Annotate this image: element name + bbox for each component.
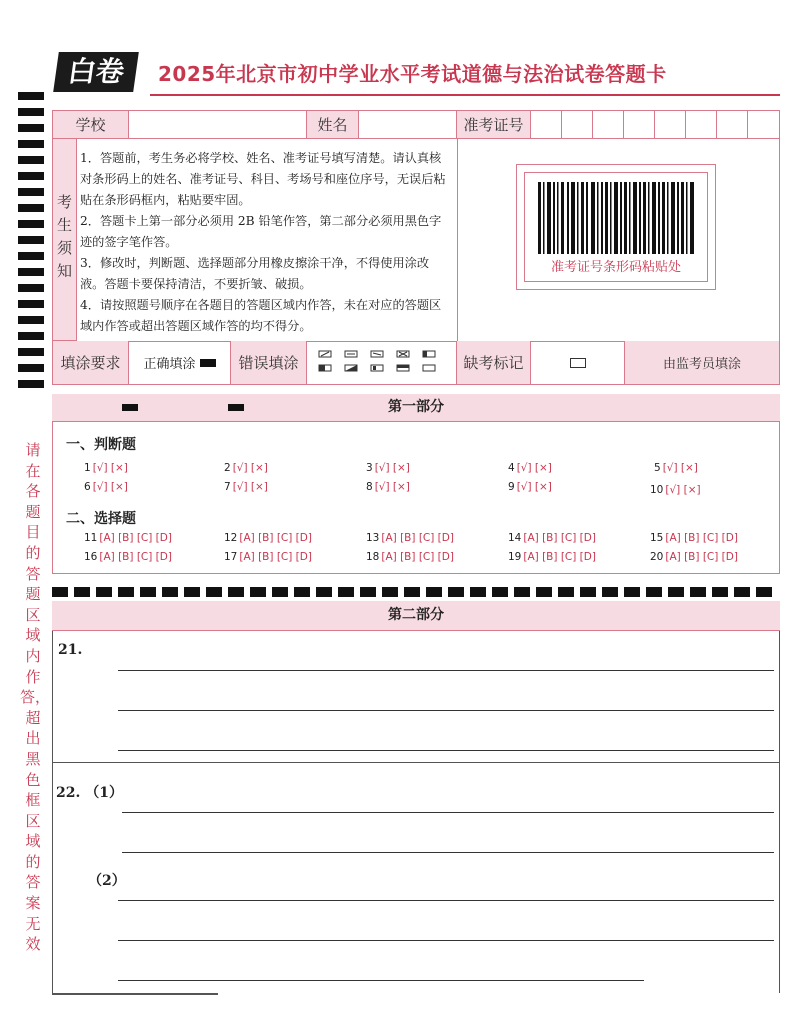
timing-mark — [18, 300, 44, 308]
paper-type-badge: 白卷 — [53, 52, 139, 92]
part-two-box — [52, 601, 780, 993]
correct-fill-label: 正确填涂 — [143, 357, 196, 372]
judge-question[interactable] — [508, 481, 552, 493]
notice-label: 考生须知 — [53, 139, 77, 341]
part-two-title: 第二部分 — [388, 607, 444, 623]
sheet-title: 2025年北京市初中学业水平考试道德与法治试卷答题卡 — [158, 62, 667, 86]
judge-question[interactable] — [650, 484, 701, 496]
judge-options[interactable]: [√] [×] — [232, 481, 268, 493]
notice-item: 1．答题前，考生务必将学校、姓名、准考证号填写清楚。请认真核对条形码上的姓名、准考证号、科目、考场号和座位序号，无误后粘贴在条形码框内，粘贴要牢固。 — [80, 151, 446, 207]
judge-options[interactable]: [√] [×] — [516, 481, 552, 493]
school-label: 学校 — [53, 111, 129, 139]
judge-options[interactable]: [√] [×] — [232, 462, 268, 474]
choice-options[interactable]: [A] [B] [C] [D] — [381, 551, 454, 563]
side-answer-notice: 请在各题目的答题区域内作答，超出黑色框区域的答案无效 — [20, 441, 51, 954]
timing-mark — [18, 92, 44, 100]
choice-question[interactable] — [224, 532, 312, 544]
exam-id-digit-box[interactable] — [593, 111, 624, 139]
part-two-header — [52, 601, 780, 631]
question-number: 4 — [508, 462, 515, 474]
timing-mark — [18, 284, 44, 292]
choice-options[interactable]: [A] [B] [C] [D] — [99, 532, 172, 544]
filled-mark-icon — [200, 359, 216, 367]
question-number: 3 — [366, 462, 373, 474]
judge-question[interactable] — [224, 462, 268, 474]
absent-mark-cell[interactable] — [531, 341, 625, 384]
judge-question[interactable] — [366, 481, 410, 493]
title-underline — [150, 94, 780, 96]
choice-options[interactable]: [A] [B] [C] [D] — [99, 551, 172, 563]
judge-question[interactable] — [654, 462, 698, 474]
choice-question[interactable] — [366, 551, 454, 563]
choice-question[interactable] — [366, 532, 454, 544]
choice-question[interactable] — [508, 532, 596, 544]
answer-line[interactable] — [118, 900, 774, 901]
question-divider — [52, 762, 780, 763]
timing-mark — [18, 172, 44, 180]
judge-options[interactable]: [√] [×] — [665, 484, 701, 496]
question-number: 10 — [650, 484, 664, 496]
timing-mark — [18, 380, 44, 388]
timing-mark — [18, 108, 44, 116]
judge-question[interactable] — [224, 481, 268, 493]
question-number: 14 — [508, 532, 522, 544]
exam-id-digit-box[interactable] — [748, 111, 779, 139]
question-number: 2 — [224, 462, 231, 474]
timing-bar — [52, 582, 780, 592]
question-number: 20 — [650, 551, 664, 563]
timing-mark — [18, 236, 44, 244]
absent-mark-label: 缺考标记 — [457, 341, 531, 384]
notice-item: 2．答题卡上第一部分必须用 2B 铅笔作答，第二部分必须用黑色字迹的签字笔作答。 — [80, 214, 442, 249]
exam-id-digit-box[interactable] — [531, 111, 562, 139]
proctor-fill-label: 由监考员填涂 — [625, 341, 779, 384]
question-22-2-number: （2） — [88, 873, 126, 889]
name-field[interactable] — [359, 111, 457, 139]
timing-mark — [18, 220, 44, 228]
notice-item: 4．请按照题号顺序在各题目的答题区域内作答，未在对应的答题区域内作答或超出答题区域作答的均不得分。 — [80, 298, 442, 333]
answer-line[interactable] — [118, 940, 774, 941]
question-number: 13 — [366, 532, 380, 544]
judge-options[interactable]: [√] [×] — [662, 462, 698, 474]
timing-bar-marks — [52, 587, 780, 597]
answer-line[interactable] — [118, 980, 644, 981]
part-one-header — [52, 394, 780, 422]
question-number: 1 — [84, 462, 91, 474]
question-number: 8 — [366, 481, 373, 493]
notice-item: 3．修改时，判断题、选择题部分用橡皮擦涂干净，不得使用涂改液。答题卡要保持清洁，不要折皱、破损。 — [80, 256, 430, 291]
choice-question[interactable] — [84, 551, 172, 563]
judge-options[interactable]: [√] [×] — [92, 462, 128, 474]
choice-options[interactable]: [A] [B] [C] [D] — [523, 532, 596, 544]
answer-line[interactable] — [118, 710, 774, 711]
timing-mark — [18, 348, 44, 356]
school-field[interactable] — [129, 111, 307, 139]
timing-mark — [18, 156, 44, 164]
question-number: 7 — [224, 481, 231, 493]
choice-question[interactable] — [84, 532, 172, 544]
absent-mark-box[interactable] — [570, 358, 586, 368]
choice-question[interactable] — [650, 551, 738, 563]
question-number: 19 — [508, 551, 522, 563]
notice-divider — [457, 139, 458, 341]
box-bottom-edge — [52, 993, 218, 995]
question-number: 15 — [650, 532, 664, 544]
choice-question[interactable] — [650, 532, 738, 544]
wrong-fill-examples — [307, 341, 457, 384]
question-number: 12 — [224, 532, 238, 544]
barcode-label: 准考证号条形码粘贴处 — [550, 260, 681, 275]
question-22-1-number: 22. （1） — [56, 785, 123, 801]
choice-question[interactable] — [508, 551, 596, 563]
question-number: 5 — [654, 462, 661, 474]
judge-question[interactable] — [508, 462, 552, 474]
question-number: 18 — [366, 551, 380, 563]
timing-mark — [18, 140, 44, 148]
timing-mark — [18, 252, 44, 260]
timing-mark — [18, 316, 44, 324]
exam-id-digit-box[interactable] — [686, 111, 717, 139]
question-number: 9 — [508, 481, 515, 493]
judge-options[interactable]: [√] [×] — [92, 481, 128, 493]
name-label: 姓名 — [307, 111, 359, 139]
correct-fill-cell — [129, 341, 231, 384]
answer-line[interactable] — [118, 670, 774, 671]
choice-question[interactable] — [224, 551, 312, 563]
exam-id-label: 准考证号 — [457, 111, 531, 139]
exam-id-digit-box[interactable] — [624, 111, 655, 139]
timing-mark — [18, 188, 44, 196]
fill-requirement-label: 填涂要求 — [53, 341, 129, 384]
question-21-number: 21. — [58, 642, 83, 658]
judge-question[interactable] — [84, 462, 128, 474]
judge-options[interactable]: [√] [×] — [374, 462, 410, 474]
choice-section-title: 二、选择题 — [66, 511, 136, 527]
timing-mark — [18, 204, 44, 212]
timing-mark — [18, 124, 44, 132]
timing-mark — [18, 364, 44, 372]
answer-line[interactable] — [122, 852, 774, 853]
choice-options[interactable]: [A] [B] [C] [D] — [381, 532, 454, 544]
wrong-fill-label: 错误填涂 — [231, 341, 307, 384]
exam-id-digit-box[interactable] — [655, 111, 686, 139]
question-number: 6 — [84, 481, 91, 493]
choice-options[interactable]: [A] [B] [C] [D] — [665, 551, 738, 563]
judge-question[interactable] — [84, 481, 128, 493]
question-number: 16 — [84, 551, 98, 563]
answer-line[interactable] — [122, 812, 774, 813]
judge-section-title: 一、判断题 — [66, 437, 136, 453]
notice-text — [80, 148, 450, 337]
judge-options[interactable]: [√] [×] — [516, 462, 552, 474]
part-one-title: 第一部分 — [388, 399, 444, 415]
timing-mark — [18, 268, 44, 276]
answer-line[interactable] — [118, 750, 774, 751]
judge-options[interactable]: [√] [×] — [374, 481, 410, 493]
choice-options[interactable]: [A] [B] [C] [D] — [523, 551, 596, 563]
wrong-fill-icons — [307, 341, 457, 384]
choice-options[interactable]: [A] [B] [C] [D] — [239, 551, 312, 563]
timing-mark — [18, 332, 44, 340]
exam-id-digit-box[interactable] — [717, 111, 748, 139]
judge-question[interactable] — [366, 462, 410, 474]
barcode-icon — [538, 182, 696, 254]
exam-id-digit-box[interactable] — [562, 111, 593, 139]
choice-options[interactable]: [A] [B] [C] [D] — [239, 532, 312, 544]
question-number: 17 — [224, 551, 238, 563]
question-number: 11 — [84, 532, 98, 544]
choice-options[interactable]: [A] [B] [C] [D] — [665, 532, 738, 544]
